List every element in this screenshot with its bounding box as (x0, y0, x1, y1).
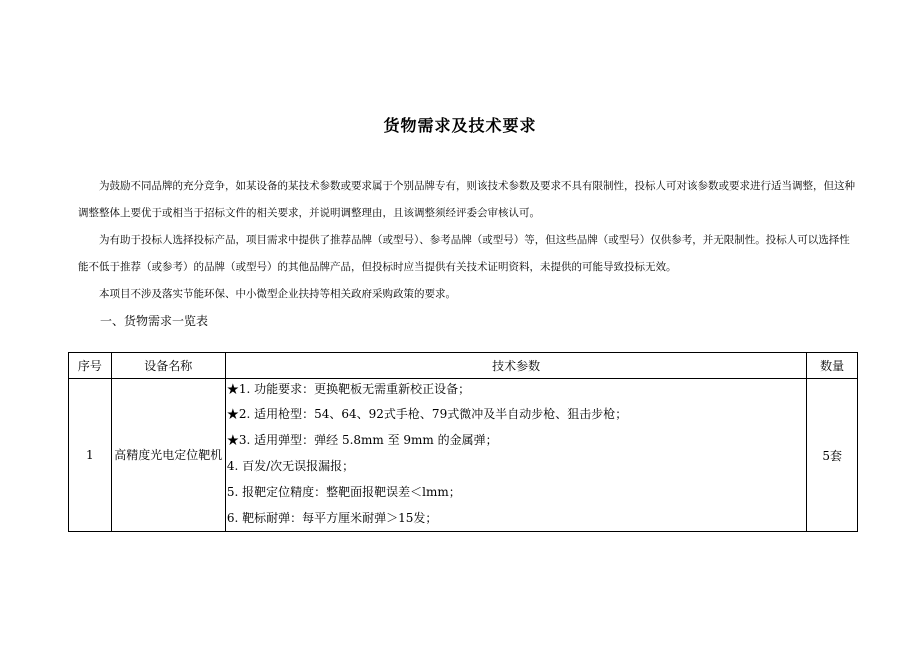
document-title: 货物需求及技术要求 (383, 116, 537, 135)
header-spec: 技术参数 (225, 353, 806, 379)
spec-line: ★1. 功能要求：更换靶板无需重新校正设备； (226, 382, 471, 396)
header-no: 序号 (69, 353, 112, 379)
spec-line: 4. 百发/次无误报漏报； (226, 459, 355, 473)
row-spec (225, 379, 806, 532)
goods-table (68, 352, 858, 532)
spec-line: ★2. 适用枪型：54、64、92式手枪、79式微冲及半自动步枪、狙击步枪； (226, 407, 628, 421)
row-qty: 5套 (807, 379, 858, 532)
paragraph-competition: 为鼓励不同品牌的充分竞争，如某设备的某技术参数或要求属于个别品牌专有，则该技术参数及要求不具有限制性，投标人可对该参数或要求进行适当调整，但这种调整整体上要优于或相当于招标文件的相关要求，并说明调整理由，且该调整须经评委会审核认可。 (78, 180, 855, 219)
spec-line: 5. 报靶定位精度：整靶面报靶误差＜lmm； (226, 485, 461, 499)
row-name: 高精度光电定位靶机 (111, 379, 225, 532)
header-qty: 数量 (807, 353, 858, 379)
table-header-row (69, 353, 858, 379)
table-row (69, 379, 858, 532)
spec-line: ★3. 适用弹型：弹经 5.8mm 至 9mm 的金属弹； (226, 433, 498, 447)
row-no: 1 (69, 379, 112, 532)
paragraph-policy: 本项目不涉及落实节能环保、中小微型企业扶持等相关政府采购政策的要求。 (99, 288, 456, 300)
header-name: 设备名称 (111, 353, 225, 379)
paragraph-brand-reference: 为有助于投标人选择投标产品，项目需求中提供了推荐品牌（或型号）、参考品牌（或型号）等，但这些品牌（或型号）仅供参考，并无限制性。投标人可以选择性能不低于推荐（或参考）的品牌（或型号）的其他品牌产品，但投标时应当提供有关技术证明资料，未提供的可能导致投标无效。 (78, 234, 850, 273)
spec-line: 6. 靶标耐弹：每平方厘米耐弹＞15发； (226, 511, 438, 525)
section-heading: 一、货物需求一览表 (100, 314, 209, 328)
